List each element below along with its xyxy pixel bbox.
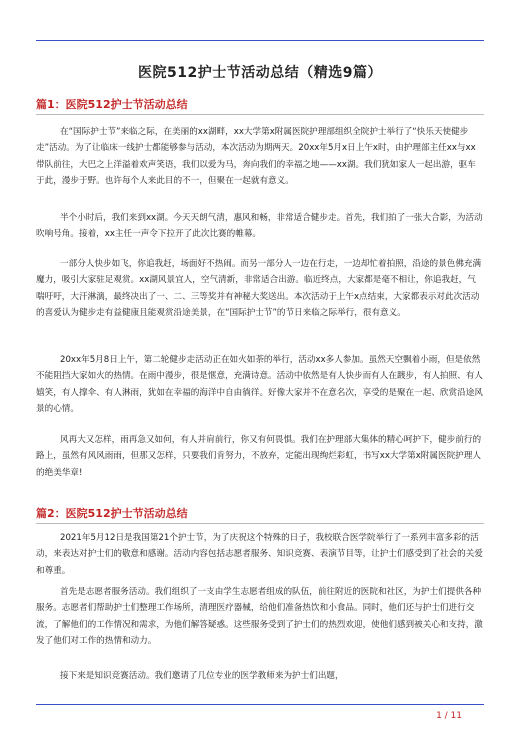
section-1-paragraph-1: 在“国际护士节”来临之际，在美丽的xx湖畔，xx大学第x附属医院护理部组织全院护士举行了“快乐天使健步走”活动。为了让临床一线护士都能够参与活动，本次活动为期两天。20xx年5月x日上午x时，由护理部主任xx与xx带队前往，大巴之上洋溢着欢声笑语，我们以爱为马，奔向我们的幸福之地——xx湖。我们犹如家人一起出游，驱车于此，漫步于野。也许每个人来此目的不一，但聚在一起就有意义。 (36, 127, 476, 187)
section-2-paragraph-2: 首先是志愿者服务活动。我们组织了一支由学生志愿者组成的队伍，前往附近的医院和社区，为护士们提供各种服务。志愿者们帮助护士们整理工作场所，清理医疗器械，给他们准备热饮和小食品。同时，他们还与护士们进行交流，了解他们的工作情况和需求，为他们解答疑惑。这些服务受到了护士们的热烈欢迎，使他们感到被关心和支持，激发了他们对工作的热情和动力。 (36, 587, 483, 647)
section-1-divider (36, 114, 484, 115)
page-number: 1 / 11 (436, 711, 462, 721)
section-2-heading: 篇2：医院512护士节活动总结 (36, 507, 188, 520)
section-2-paragraph-1: 2021年5月12日是我国第21个护士节，为了庆祝这个特殊的日子，我校联合医学院举行了一系列丰富多彩的活动，来表达对护士们的敬意和感谢。活动内容包括志愿者服务、知识竞赛、表演节目等，让护士们感受到了社会的关爱和尊重。 (36, 533, 483, 576)
section-2-paragraph-3: 接下来是知识竞赛活动。我们邀请了几位专业的医学教师来为护士们出题， (60, 671, 344, 681)
header-rule (36, 40, 484, 41)
section-1-paragraph-3: 一部分人快步如飞，你追我赶，场面好不热闹。而另一部分人一边在行走，一边却忙着拍照，沿途的景色佛充满魔力，吸引大家驻足观赏。xx湖风景宜人，空气清新，非常适合出游。临近终点，大家都是毫不相让，你追我赶，气喘吁吁，大汗淋漓，最终决出了一、二、三等奖并有神秘大奖送出。本次活动于上午x点结束，大家都表示对此次活动的喜爱认为健步走有益健康且能观赏沿途美景，在“国际护士节”的节日来临之际举行，很有意义。 (36, 259, 482, 319)
section-2-divider (36, 523, 484, 524)
section-1-paragraph-4: 20xx年5月8日上午，第二轮健步走活动正在如火如荼的举行，活动xx多人参加。虽然天空飘着小雨，但是依然不能阻挡大家如火的热情。在雨中漫步，很是惬意，充满诗意。活动中依然是有人快步而有人在踱步，有人拍照、有人嬉笑，有人撑伞、有人淋雨，犹如在幸福的海洋中自由徜徉。好像大家并不在意名次，享受的是聚在一起、欣赏沿途风景的心情。 (36, 355, 483, 415)
section-1-heading: 篇1：医院512护士节活动总结 (36, 98, 188, 111)
section-1-paragraph-2: 半个小时后，我们来到xx湖。今天天朗气清，惠风和畅，非常适合健步走。首先，我们拍了一张大合影，为活动吹响号角。接着，xx主任一声令下拉开了此次比赛的帷幕。 (36, 213, 483, 240)
footer-rule (36, 704, 484, 705)
document-title: 医院512护士节活动总结（精选9篇） (138, 65, 382, 81)
section-1-paragraph-5: 风再大又怎样，雨再急又如何，有人并肩前行，你又有何畏惧。我们在护理部大集体的精心呵护下，健步前行的路上，虽然有风风雨雨，但那又怎样，只要我们肯努力，不放弃，定能出现绚烂彩虹，书写xx大学第x附属医院护理人的绝美华章! (36, 435, 482, 478)
